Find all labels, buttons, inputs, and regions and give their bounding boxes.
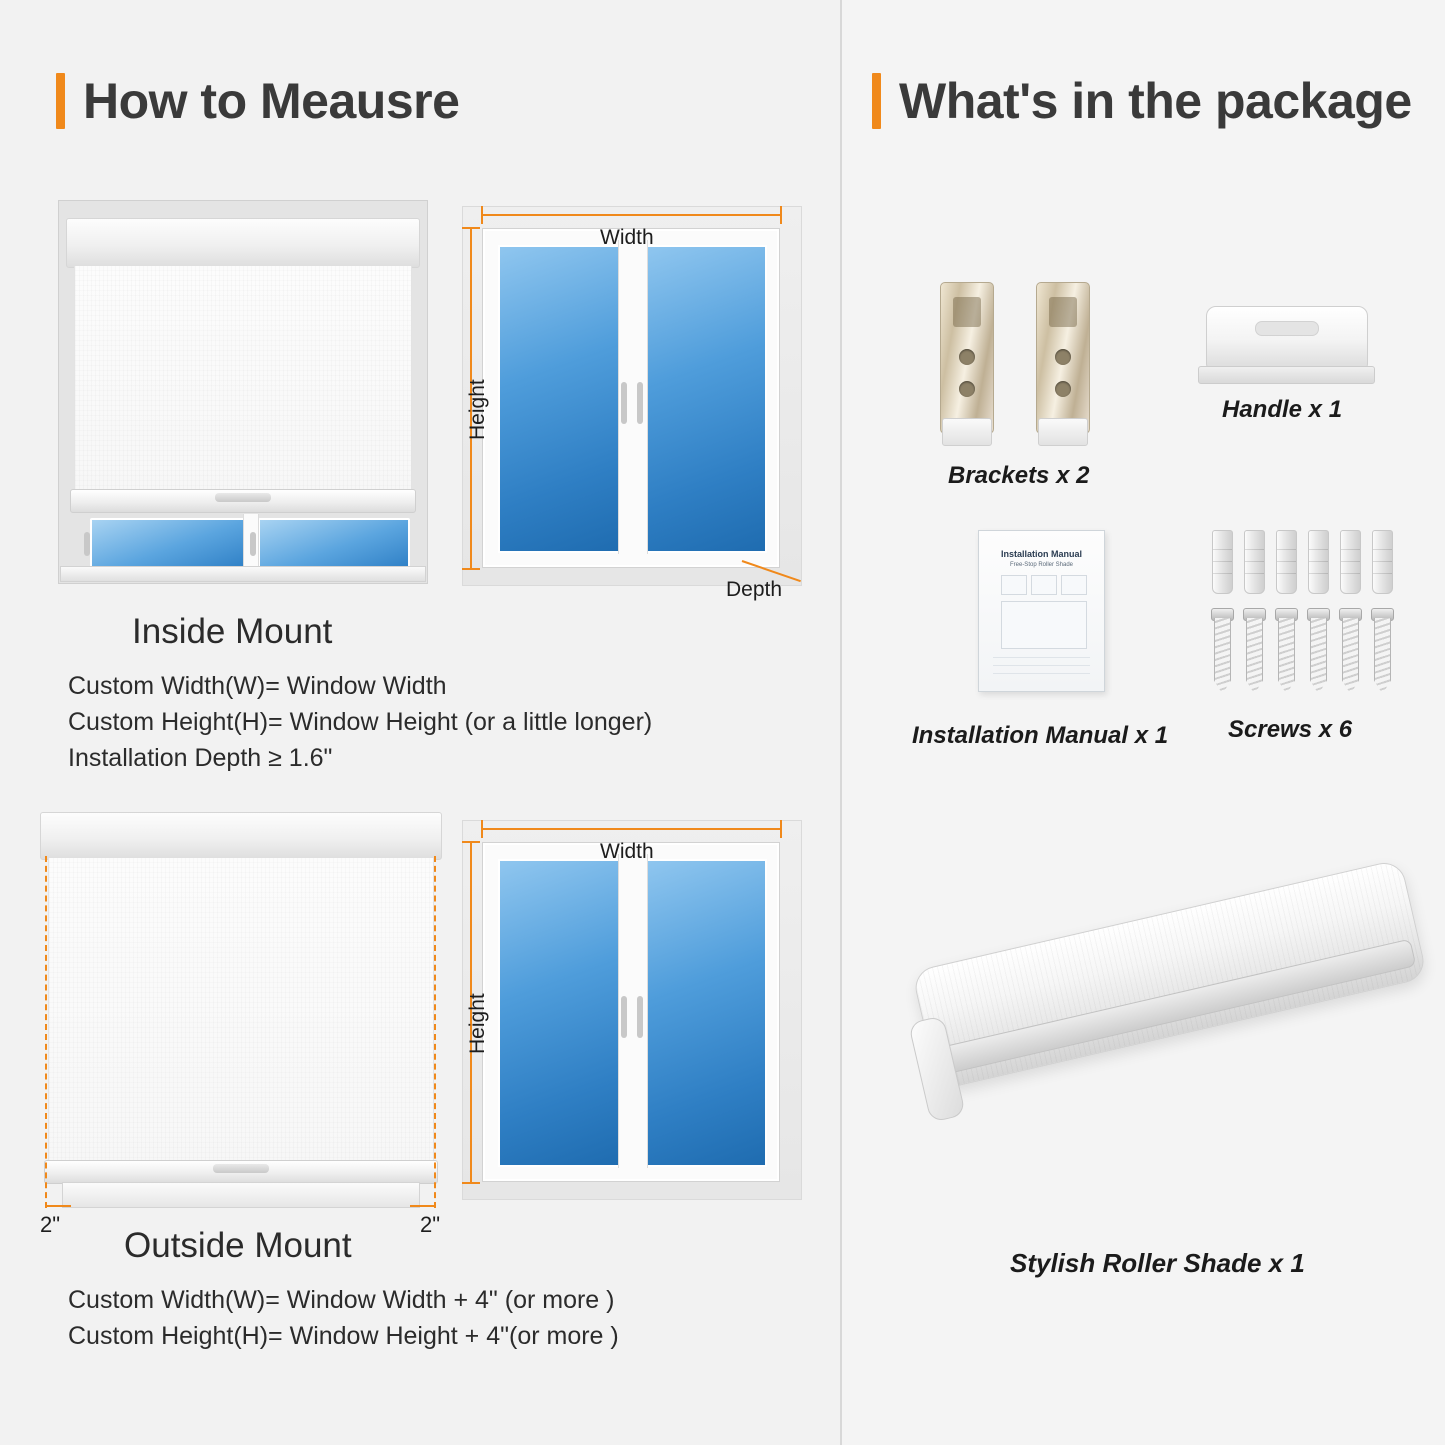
how-to-measure-title: How to Meausre — [83, 73, 460, 129]
overhang-guide-left — [45, 856, 47, 1208]
shade-bottom-rail-outside — [44, 1160, 438, 1184]
width-label: Width — [600, 226, 654, 249]
bracket-hole — [959, 349, 975, 365]
bracket-slot — [953, 297, 981, 327]
width-tick-right-2 — [780, 820, 782, 838]
manual-icon — [978, 530, 1105, 692]
manual-thumb — [1031, 575, 1057, 595]
anchor-icon — [1244, 530, 1265, 594]
width-tick-left-2 — [481, 820, 483, 838]
bracket-foot — [1038, 418, 1088, 446]
overhang-label-right: 2" — [420, 1212, 441, 1237]
anchor-icon — [1212, 530, 1233, 594]
bracket-icon — [940, 282, 994, 434]
overhang-arrow-right — [410, 1205, 436, 1207]
bracket-foot — [942, 418, 992, 446]
accent-bar-icon — [56, 73, 65, 129]
inside-mount-spec-1: Custom Height(H)= Window Height (or a little longer) — [68, 708, 653, 736]
bracket-hole — [1055, 349, 1071, 365]
manual-cover-subtitle: Free-Stop Roller Shade — [1009, 562, 1074, 568]
brackets-label: Brackets x 2 — [948, 462, 1090, 489]
pull-grip-icon — [213, 1164, 269, 1173]
outside-mount-spec-0: Custom Width(W)= Window Width + 4" (or more ) — [68, 1286, 615, 1314]
handle-slot — [1255, 321, 1319, 336]
inside-mount-title: Inside Mount — [132, 612, 333, 651]
shade-bottom-rail — [70, 489, 416, 513]
handle-icon — [1206, 306, 1368, 370]
shade-headrail — [66, 218, 420, 268]
screw-icon — [1310, 608, 1325, 694]
anchor-icon — [1372, 530, 1393, 594]
measure-glass-right — [645, 245, 767, 553]
accent-bar-icon — [872, 73, 881, 129]
screw-icon — [1278, 608, 1293, 694]
manual-rule — [993, 657, 1090, 658]
measure-handle-right — [637, 382, 643, 424]
shade-fabric — [74, 266, 412, 491]
roller-shade-icon — [915, 900, 1435, 1200]
screw-icon — [1214, 608, 1229, 694]
overhang-arrow-left — [45, 1205, 71, 1207]
anchor-icon — [1276, 530, 1297, 594]
manual-rule — [993, 665, 1090, 666]
manual-thumb — [1061, 575, 1087, 595]
window-sill — [60, 566, 426, 582]
measure-handle-left-2 — [621, 996, 627, 1038]
width-label-2: Width — [600, 840, 654, 863]
package-title: What's in the package — [899, 73, 1412, 129]
overhang-guide-right — [434, 856, 436, 1208]
roller-shade-label: Stylish Roller Shade x 1 — [1010, 1248, 1305, 1278]
manual-rule — [993, 673, 1090, 674]
width-arrow-line-2 — [482, 828, 782, 830]
height-tick-bottom-2 — [462, 1182, 480, 1184]
height-tick-top — [462, 227, 480, 229]
measure-handle-right-2 — [637, 996, 643, 1038]
measure-handle-left — [621, 382, 627, 424]
manual-diagram — [1001, 601, 1087, 649]
window-frame-outside — [62, 1182, 420, 1208]
shade-headrail-outside — [40, 812, 442, 860]
anchor-icon — [1308, 530, 1329, 594]
window-handle-left — [84, 532, 90, 556]
screws-label: Screws x 6 — [1228, 716, 1353, 743]
bracket-hole — [1055, 381, 1071, 397]
height-label-2: Height — [466, 993, 489, 1054]
manual-label: Installation Manual x 1 — [912, 722, 1169, 749]
height-label: Height — [466, 379, 489, 440]
window-glass-left — [90, 518, 246, 570]
package-heading — [872, 72, 1412, 130]
overhang-label-left: 2" — [40, 1212, 61, 1237]
how-to-measure-heading — [56, 72, 459, 130]
outside-mount-spec-1: Custom Height(H)= Window Height + 4"(or more ) — [68, 1322, 619, 1350]
inside-mount-spec-0: Custom Width(W)= Window Width — [68, 672, 447, 700]
width-tick-right — [780, 206, 782, 224]
screw-icon — [1246, 608, 1261, 694]
height-tick-bottom — [462, 568, 480, 570]
window-glass-right — [258, 518, 410, 570]
width-tick-left — [481, 206, 483, 224]
width-arrow-line — [482, 214, 782, 216]
outside-mount-title: Outside Mount — [124, 1226, 352, 1265]
bracket-icon — [1036, 282, 1090, 434]
inside-mount-spec-2: Installation Depth ≥ 1.6" — [68, 744, 333, 772]
measure-glass-right-2 — [645, 859, 767, 1167]
height-tick-top-2 — [462, 841, 480, 843]
panel-divider — [840, 0, 842, 1445]
screw-icon — [1342, 608, 1357, 694]
window-handle-right — [250, 532, 256, 556]
handle-label: Handle x 1 — [1222, 396, 1343, 423]
screw-icon — [1374, 608, 1389, 694]
bracket-slot — [1049, 297, 1077, 327]
manual-thumb — [1001, 575, 1027, 595]
measure-glass-left-2 — [498, 859, 622, 1167]
handle-base — [1198, 366, 1375, 384]
shade-fabric-outside — [48, 858, 434, 1163]
measure-glass-left — [498, 245, 622, 553]
bracket-hole — [959, 381, 975, 397]
anchor-icon — [1340, 530, 1361, 594]
pull-grip-icon — [215, 493, 271, 502]
depth-label: Depth — [726, 578, 783, 601]
manual-cover-title: Installation Manual — [1000, 549, 1083, 559]
